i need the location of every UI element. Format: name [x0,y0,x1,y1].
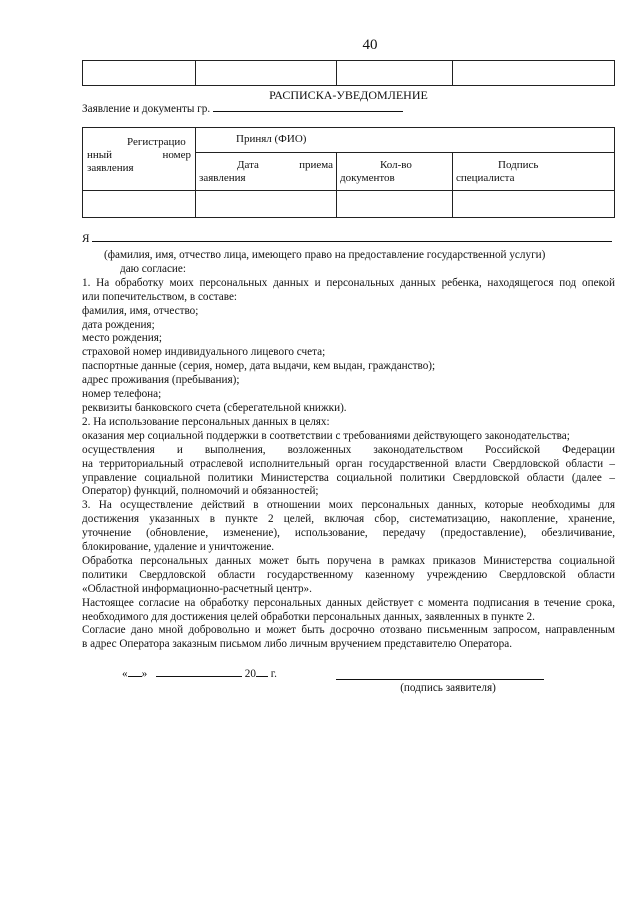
ya-label: Я [82,233,90,245]
table-cell[interactable] [83,61,196,86]
paragraph-5-line-2: необходимого для достижения целей обработки персональных данных, заявленных в пункте 2. [82,610,535,623]
day-field[interactable] [128,676,142,677]
list-item: номер телефона; [82,388,162,401]
quote-open: « [122,668,128,680]
paragraph-2-line-2: осуществления и выполнения, возложенных законодательством Российской Федерации [82,443,615,456]
year-suffix: г. [270,668,277,680]
applicant-name-line [82,233,615,246]
registration-table [82,127,615,218]
paragraph-4-line-3: «Областной информационно-расчетный центр». [82,582,312,595]
reg-number-label-2: нный номер [87,149,191,162]
paragraph-4-line-1: Обработка персональных данных может быть поручена в рамках приказов Министерства социальной [82,554,615,567]
table-cell[interactable] [196,191,337,218]
paragraph-6-line-2: в адрес Оператора заказным письмом либо личным вручением представителю Оператора. [82,638,512,651]
year-prefix: 20 [244,668,256,680]
list-item: адрес проживания (пребывания); [82,374,240,387]
paragraph-2-line-1: оказания мер социальной поддержки в соответствии с требованиями действующего законодательства; [82,429,570,442]
paragraph-3-line-2: достижения указанных в пункте 2 целей, включая сбор, систематизацию, накопление, хранение, [82,513,615,526]
statement-label: Заявление и документы гр. [82,103,211,115]
reg-number-label-3: заявления [87,162,134,175]
table-cell[interactable] [337,61,453,86]
table-cell[interactable] [453,191,615,218]
year-field[interactable] [256,676,268,677]
list-item: фамилия, имя, отчество; [82,304,199,317]
paragraph-2-line-5: Оператор) функций, полномочий и обязанностей; [82,485,319,498]
paragraph-1-line-2: или попечительством, в составе: [82,290,238,303]
reg-number-header [83,128,196,191]
paragraph-4-line-2: политики Свердловской области государственному казенному учреждению Свердловской области [82,568,615,581]
reg-number-label-1: Регистрацио [127,136,186,148]
table-cell[interactable] [83,191,196,218]
applicant-name-field[interactable] [92,241,612,242]
date-line [122,668,277,681]
paragraph-2-line-4: управление социальной политики Министерства социальной политики Свердловской области (далее – [82,471,615,484]
paragraph-5-line-1: Настоящее согласие на обработку персональных данных действует с момента подписания в течение срока, [82,596,615,609]
list-item: страховой номер индивидуального лицевого счета; [82,346,326,359]
page-number: 40 [362,37,378,53]
fio-hint: (фамилия, имя, отчество лица, имеющего право на предоставление государственной услуги) [104,249,546,261]
month-field[interactable] [156,676,242,677]
paragraph-1-line-1: 1. На обработку моих персональных данных и персональных данных ребенка, находящегося под опекой [82,276,615,289]
signature-caption: (подпись заявителя) [400,682,496,694]
document-title: РАСПИСКА-УВЕДОМЛЕНИЕ [269,88,428,102]
table-cell[interactable] [453,61,615,86]
date-received-header: Дата приема заявления [196,153,337,191]
list-item: реквизиты банковского счета (сберегательной книжки). [82,401,347,414]
quote-close: » [141,668,148,680]
paragraph-3-line-4: блокирование, удаление и уничтожение. [82,541,275,554]
paragraph-2-line-3: на территориальный отраслевой исполнительный орган государственной власти Свердловской области – [82,457,615,470]
top-empty-table [82,60,615,86]
received-by-header: Принял (ФИО) [196,128,615,153]
specialist-signature-header: Подпись специалиста [453,153,615,191]
list-item: дата рождения; [82,318,155,331]
docs-count-header: Кол-во документов [337,153,453,191]
paragraph-3-line-3: уточнение (обновление, изменение), использование, передачу (предоставление), обезличивание, [82,527,615,540]
paragraph-3-line-1: 3. На осуществление действий в отношении моих персональных данных, которые необходимы для [82,499,615,512]
citizen-name-field[interactable] [213,111,403,112]
table-cell[interactable] [337,191,453,218]
paragraph-6-line-1: Согласие дано мной добровольно и может быть досрочно отозвано письменным запросом, направленным [82,624,615,637]
applicant-signature-field[interactable] [336,668,544,680]
table-cell[interactable] [196,61,337,86]
list-item: место рождения; [82,332,162,345]
consent-body [82,249,615,652]
statement-line [82,103,403,116]
paragraph-2-title: 2. На использование персональных данных в целях: [82,415,330,428]
gives-consent: даю согласие: [120,262,186,275]
list-item: паспортные данные (серия, номер, дата выдачи, кем выдан, гражданство); [82,360,436,373]
